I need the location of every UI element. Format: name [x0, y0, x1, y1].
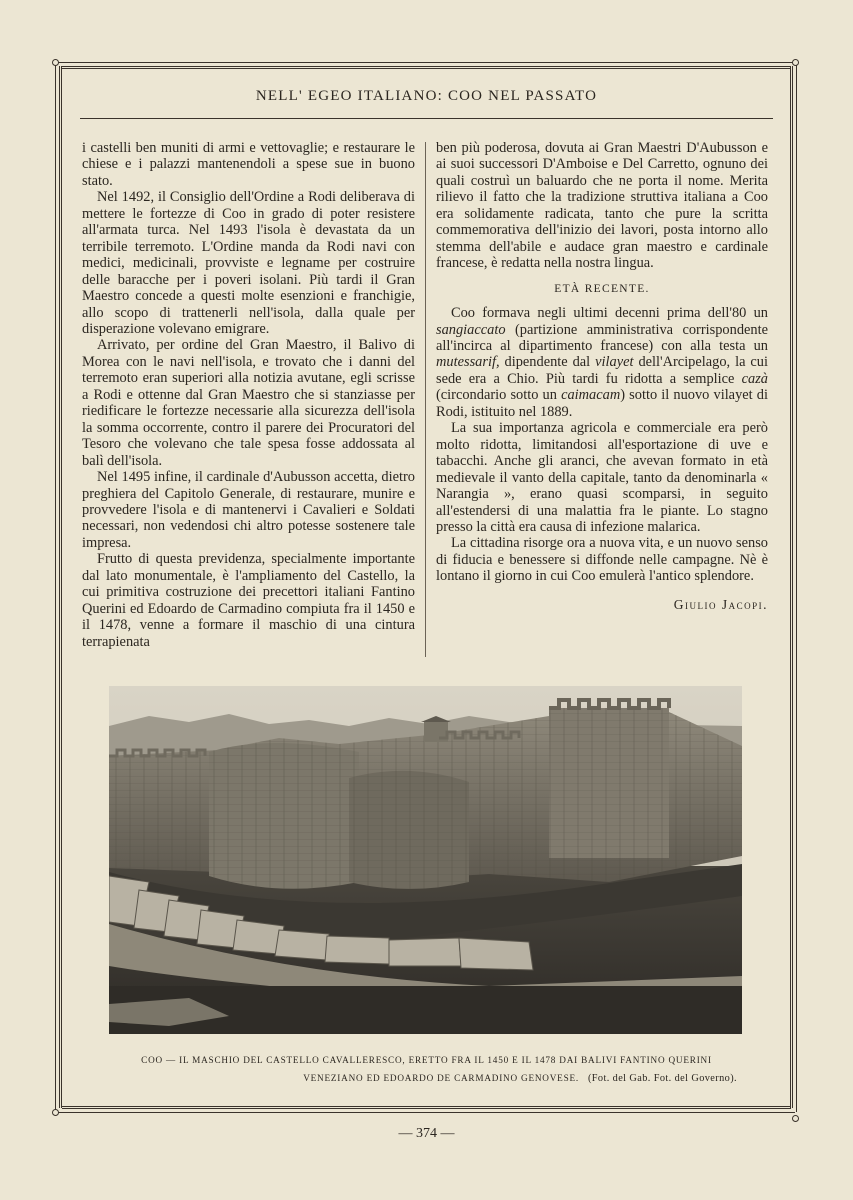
text-run: dipendente dal	[499, 354, 596, 371]
text-run: (partizione amministrativa corrispondente all'incirca al dipartimento francese) con alla testa un	[436, 321, 768, 354]
text-run: dell'Arcipelago, la cui sede era a Chio. Più tardi fu ridotta a semplice	[436, 354, 768, 387]
author-signature: Giulio Jacopi.	[673, 596, 768, 612]
paragraph: La sua importanza agricola e commerciale era però molto ridotta, limitandosi all'esportazione di uve e tabacchi. Anche gli aranci, che avevan formato in età medievale il vanto della capitale, tanto da denominarla « Narangia », erano quasi scomparsi, in seguito all'estendersi di una malattia fra le piante. Lo stagno presso la città era causa di infezione malarica.	[436, 420, 768, 535]
italic-term: cazà	[741, 370, 768, 387]
header-rule	[80, 118, 773, 119]
page-number: — 374 —	[398, 1126, 455, 1141]
running-header: NELL' EGEO ITALIANO: COO NEL PASSATO	[255, 88, 598, 104]
paragraph: i castelli ben muniti di armi e vettovaglie; e restaurare le chiese e i palazzi mantenendoli a spese sue in buono stato.	[82, 140, 415, 189]
paragraph: Nel 1495 infine, il cardinale d'Aubusson accetta, dietro preghiera del Capitolo Generale, di restaurare, munire e provvedere l'isola e di mantenervi i Cavalieri e Soldati necessari, non vedendosi chi altro potesse sostenere tale impresa.	[82, 469, 415, 551]
frame-left-inner	[59, 66, 62, 1108]
italic-term: mutessarif,	[436, 354, 500, 371]
frame-top-inner	[62, 66, 791, 69]
caption-line	[100, 1069, 753, 1088]
frame-bottom-inner	[62, 1106, 791, 1109]
left-column	[82, 140, 415, 650]
frame-right-outer	[796, 62, 797, 1112]
text-run: Coo formava negli ultimi decenni prima dell'80 un	[451, 305, 768, 322]
frame-left-outer	[55, 62, 56, 1112]
section-heading: ETÀ RECENTE.	[554, 282, 650, 295]
paragraph: La cittadina risorge ora a nuova vita, e un nuovo senso di fiducia e benessere si diffonde nelle campagne. Nè è lontano il giorno in cui Coo emulerà l'antico splendore.	[436, 535, 768, 585]
paragraph: Nel 1492, il Consiglio dell'Ordine a Rodi deliberava di mettere le fortezze di Coo in grado di poter resistere all'armata turca. Nel 1493 l'isola è devastata da un terribile terremoto. L'Ordine manda da Rodi navi con medici, medicinali, provviste e legname per costruire delle baracche per i poveri isolani. Più tardi il Gran Maestro concede a questi molte esenzioni e franchigie, allo scopo di trattenerli nell'isola, dalla quale per disperazione volevano emigrare.	[82, 189, 415, 337]
italic-term: sangiaccato	[436, 321, 506, 338]
paragraph: ben più poderosa, dovuta ai Gran Maestri D'Aubusson e ai suoi successori D'Amboise e Del Carretto, ognuno dei quali costruì un baluardo che ne porta il nome. Merita rilievo il fatto che la tradizione struttiva italiana a Coo era solidamente radicata, tanto che pure la scritta commemorativa dell'inizio dei lavori, posta intorno allo stemma dell'abile e audace gran maestro e cardinale francese, è redatta nella nostra lingua.	[436, 140, 768, 272]
caption-text: VENEZIANO ED EDOARDO DE CARMADINO GENOVESE.	[303, 1073, 580, 1083]
text-run: ) sotto il nuovo vilayet di Rodi, istituito nel 1889.	[436, 387, 768, 420]
paragraph: Frutto di questa previdenza, specialmente importante dal lato monumentale, è l'ampliamento del Castello, la cui primitiva costruzione dei precettori italiani Fantino Querini ed Edoardo de Carmadino compiuta fra il 1450 e il 1478, venne a formare il maschio di una cintura terrapienata	[82, 551, 415, 650]
frame-corner-ornament	[52, 59, 59, 66]
photo-credit: (Fot. del Gab. Fot. del Governo).	[587, 1073, 737, 1084]
text-run: (circondario sotto un	[436, 387, 562, 404]
column-divider	[425, 142, 426, 657]
frame-right-inner	[790, 66, 793, 1108]
frame-corner-ornament	[792, 1115, 799, 1122]
italic-term: caimacam	[561, 387, 621, 404]
right-column	[436, 140, 768, 613]
frame-corner-ornament	[792, 59, 799, 66]
caption-line: COO — IL MASCHIO DEL CASTELLO CAVALLERESCO, ERETTO FRA IL 1450 E IL 1478 DAI BALIVI FANTINO QUERINI	[141, 1055, 712, 1065]
frame-bottom-outer	[58, 1112, 795, 1113]
paragraph: Arrivato, per ordine del Gran Maestro, il Balivo di Morea con le navi nell'isola, e trovato che i danni del terremoto eran superiori alla notizia avutane, egli scrisse a Rodi e ottenne dal Gran Maestro che si stanziasse per riedificare le fortezze necessarie alla sicurezza dell'isola la somma occorrente, contro il parere dei Procuratori del Tesoro che volevano che tale spesa fosse addossata al balì dell'isola.	[82, 337, 415, 469]
photo-caption	[100, 1051, 753, 1088]
castle-photograph	[109, 686, 742, 1034]
frame-top-outer	[58, 62, 795, 63]
castle-image	[109, 686, 742, 1034]
paragraph	[436, 305, 768, 420]
italic-term: vilayet	[595, 354, 634, 371]
frame-corner-ornament	[52, 1109, 59, 1116]
